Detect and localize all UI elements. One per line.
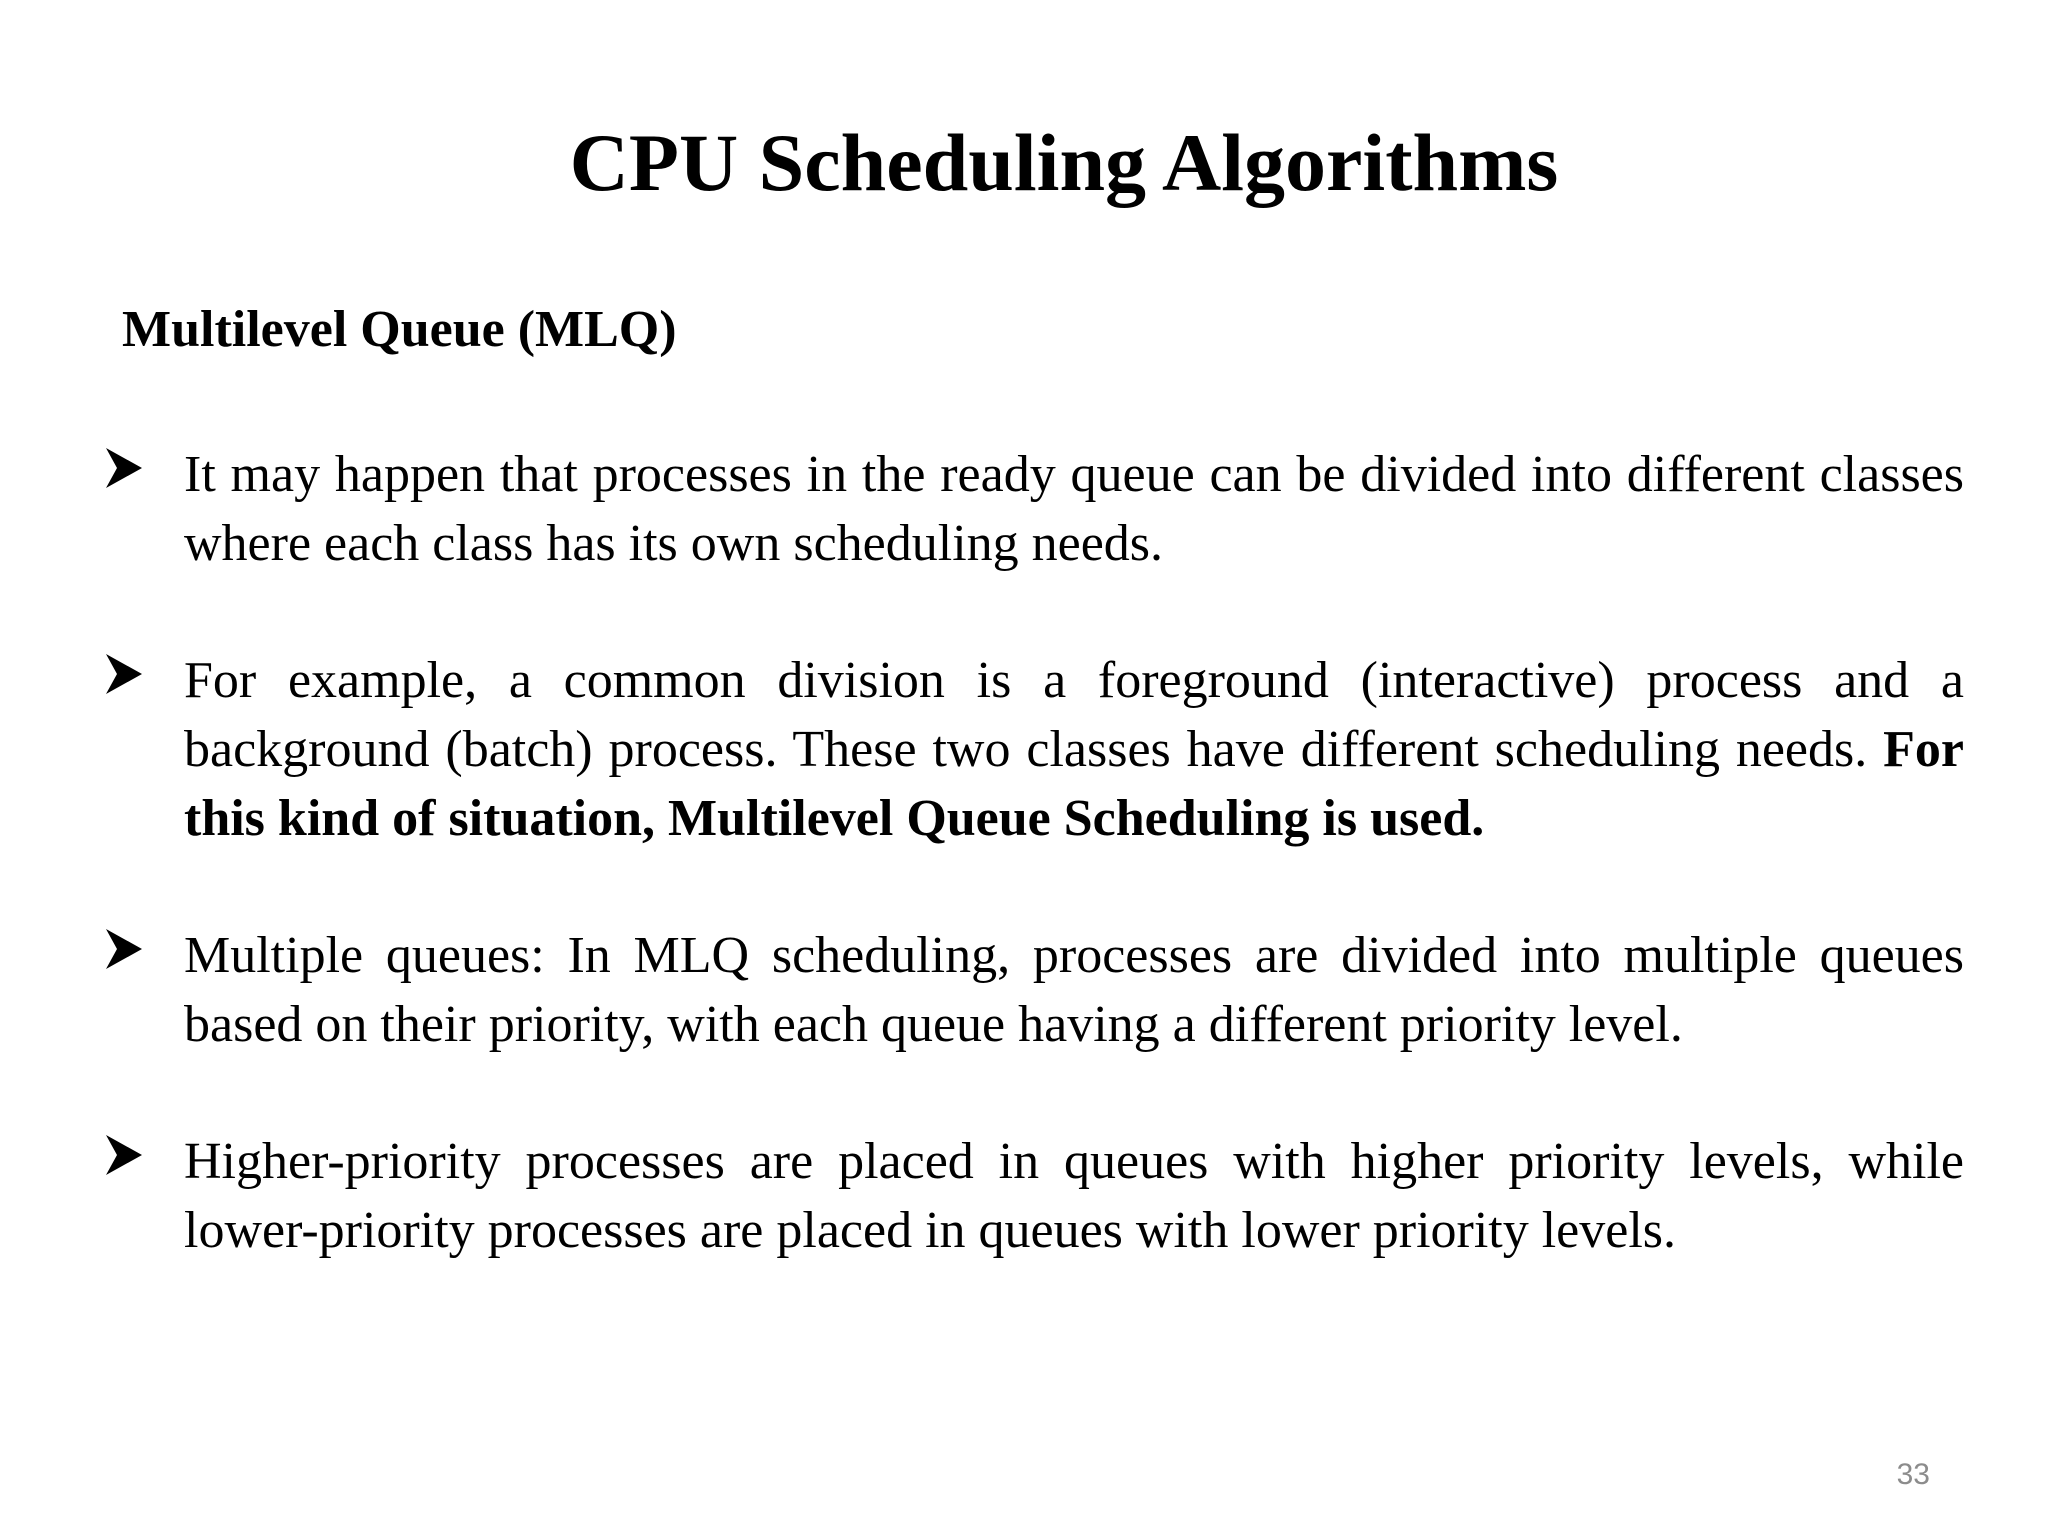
bullet-text: Multiple queues: In MLQ scheduling, processes are divided into multiple queues based on their priority, with each queue having a different priority level. [184,927,1964,1053]
bullet-item [104,921,1964,1059]
arrowhead-bullet-icon [104,921,148,990]
bullet-bold-text: For this kind of situation, Multilevel Queue Scheduling is used. [184,721,1964,847]
arrowhead-bullet-icon [104,440,148,509]
slide-title: CPU Scheduling Algorithms [569,117,1559,208]
arrowhead-bullet-icon [104,646,148,715]
page-number: 33 [1896,1458,1930,1491]
arrowhead-bullet-icon [104,1127,148,1196]
bullet-text: Higher-priority processes are placed in queues with higher priority levels, while lower-priority processes are placed in queues with lower priority levels. [184,1133,1964,1259]
bullet-text: For example, a common division is a foreground (interactive) process and a background (batch) process. These two classes have different scheduling needs. [184,652,1964,778]
bullet-item [104,646,1964,853]
slide-subtitle: Multilevel Queue (MLQ) [122,301,677,358]
bullet-text: It may happen that processes in the ready queue can be divided into different classes where each class has its own scheduling needs. [184,446,1964,572]
bullet-item [104,440,1964,578]
bullet-list [104,440,1964,1333]
bullet-item [104,1127,1964,1265]
